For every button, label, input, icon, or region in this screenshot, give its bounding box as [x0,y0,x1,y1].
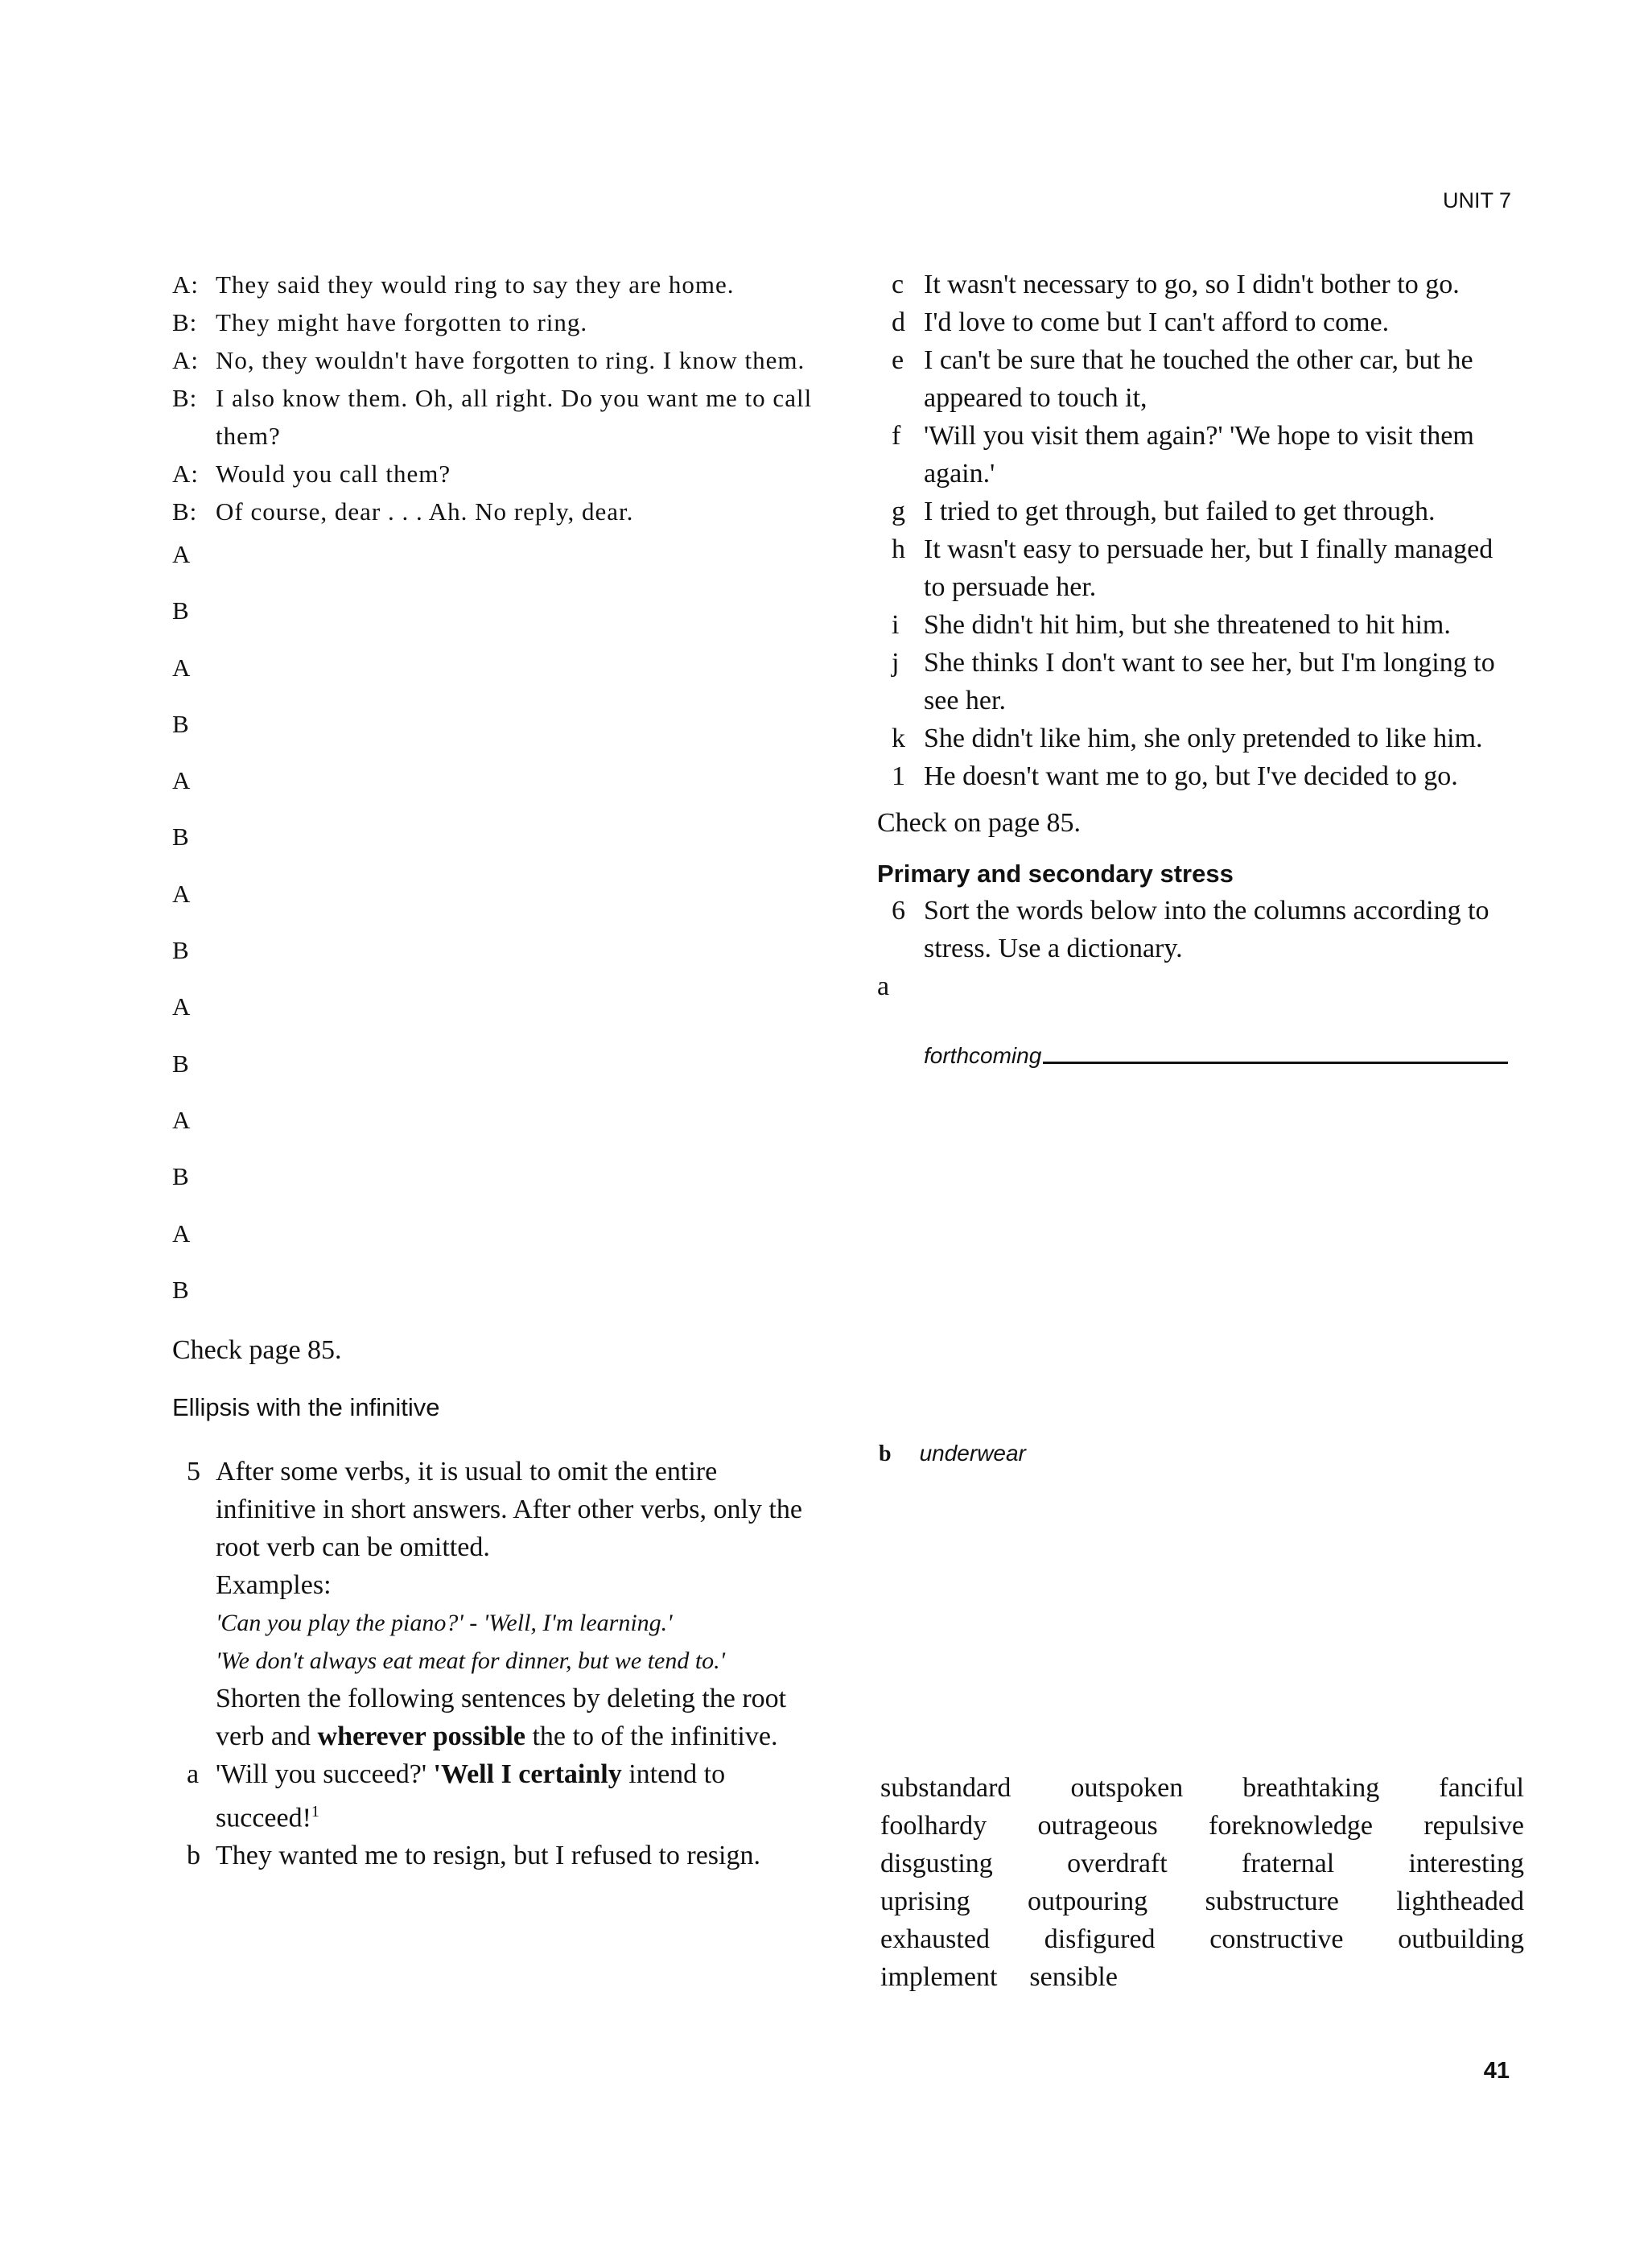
item-letter: g [892,497,905,526]
exercise-item [172,1755,816,1837]
answer-line-speaker: A [172,992,191,1021]
item-text: It wasn't easy to persuade her, but I finally managed to persuade her. [924,534,1494,602]
item-letter: d [892,307,905,337]
word: constructive [1209,1924,1344,1954]
column-b-letter: b [879,1441,892,1466]
word: exhausted [880,1924,990,1954]
word: foreknowledge [1209,1811,1373,1841]
speaker-label: B: [172,308,198,336]
item-text: 'Will you succeed?' [216,1759,434,1790]
footnote-marker: 1 [311,1803,319,1821]
word-row [880,1958,1524,1996]
word: sensible [1029,1962,1118,1992]
answer-line-speaker: B [172,936,189,965]
right-column [877,266,1521,1005]
word: fanciful [1439,1773,1524,1803]
dialogue-text: No, they wouldn't have forgotten to ring. I know them. [216,346,805,374]
check-note: Check page 85. [172,1335,342,1366]
answer-line-speaker: A [172,766,191,795]
word-row [880,1845,1524,1882]
word: outrageous [1037,1811,1158,1841]
speaker-label: A: [172,346,199,374]
example-sentence: 'Can you play the piano?' - 'Well, I'm learning.' [216,1610,673,1637]
exercise-item [877,720,1521,757]
word: outpouring [1027,1887,1148,1916]
item-text: They wanted me to resign, but I refused to resign. [216,1841,760,1871]
answer-line-speaker: B [172,1275,189,1304]
exercise-item [877,493,1521,530]
word: disgusting [880,1849,993,1878]
example-word: underwear [919,1441,1026,1466]
word: disfigured [1044,1924,1156,1954]
item-emphasis: 'Well I certainly [433,1759,622,1790]
item-letter: h [892,534,905,564]
answer-line-speaker: B [172,1162,189,1191]
item-text: intend to succeed! [216,1759,726,1833]
dialogue-line [172,455,816,493]
item-letter: j [892,648,900,678]
item-letter: k [892,724,905,753]
item-text: She didn't like him, she only pretended to like him. [924,724,1483,753]
instruction-text: the to of the infinitive. [525,1722,778,1752]
exercise-item [877,341,1521,417]
speaker-label: A: [172,460,199,488]
item-text: I tried to get through, but failed to get through. [924,497,1436,526]
check-note: Check on page 85. [877,808,1082,838]
answer-line-speaker: A [172,653,191,682]
unit-label: UNIT 7 [1442,188,1511,212]
item-text: 'Will you visit them again?' 'We hope to visit them again.' [924,421,1474,489]
item-letter: 1 [892,761,905,791]
item-text: I can't be sure that he touched the other car, but he appeared to touch it, [924,345,1473,413]
item-text: It wasn't necessary to go, so I didn't bother to go. [924,270,1460,299]
word: outbuilding [1398,1924,1524,1954]
exercise-item [877,644,1521,720]
dialogue-text: Would you call them? [216,460,451,488]
word: substandard [880,1773,1011,1803]
dialogue-line [172,266,816,303]
answer-line-speaker: B [172,1049,189,1078]
dialogue-text: Of course, dear . . . Ah. No reply, dear. [216,497,634,526]
exercise-6 [877,892,1521,967]
item-text: She didn't hit him, but she threatened to hit him. [924,610,1451,640]
exercise-intro: After some verbs, it is usual to omit the entire infinitive in short answers. After other verbs, only the root verb can be omitted. [216,1457,802,1563]
dialogue-line [172,341,816,379]
answer-lines [172,538,816,1330]
speaker-label: B: [172,384,198,412]
dialogue-line [172,379,816,455]
word: uprising [880,1887,970,1916]
word-row [880,1920,1524,1958]
dialogue-text: I also know them. Oh, all right. Do you want me to call them? [216,384,813,450]
write-line [1043,1062,1508,1064]
column-a-example [924,1043,1508,1069]
page-number: 41 [1483,2058,1510,2084]
dialogue [172,266,816,530]
answer-line-speaker: A [172,1219,191,1247]
left-column [172,266,816,1874]
word: breathtaking [1242,1773,1380,1803]
speaker-label: A: [172,270,199,299]
exercise-item [877,606,1521,644]
exercise-item [877,530,1521,606]
word: outspoken [1070,1773,1184,1803]
examples-label: Examples: [216,1570,332,1601]
example-word: forthcoming [924,1043,1042,1068]
word: overdraft [1067,1849,1168,1878]
word: repulsive [1423,1811,1524,1841]
section-heading-ellipsis: Ellipsis with the infinitive [172,1393,440,1422]
speaker-label: B: [172,497,198,526]
example-sentence: 'We don't always eat meat for dinner, but we tend to.' [216,1647,726,1675]
item-text: I'd love to come but I can't afford to come. [924,307,1390,337]
answer-line-speaker: A [172,879,191,908]
word: foolhardy [880,1811,987,1841]
word-row [880,1807,1524,1845]
word: fraternal [1242,1849,1335,1878]
column-b-example [879,1441,1026,1467]
word: lightheaded [1396,1887,1524,1916]
dialogue-line [172,493,816,530]
exercise-instruction: Sort the words below into the columns according to stress. Use a dictionary. [924,896,1489,963]
exercise-number: 6 [892,896,905,926]
exercise-item [877,266,1521,303]
answer-line-speaker: A [172,540,191,568]
item-text: She thinks I don't want to see her, but I'm longing to see her. [924,648,1495,715]
column-a-letter: a [877,971,890,1001]
item-letter: e [892,345,904,375]
item-letter: b [187,1841,200,1871]
item-letter: i [892,610,900,640]
word-row [880,1882,1524,1920]
dialogue-line [172,303,816,341]
exercise-5 [172,1453,816,1755]
exercise-instruction [216,1680,816,1755]
word: substructure [1205,1887,1339,1916]
exercise-number: 5 [187,1457,200,1487]
answer-line-speaker: A [172,1105,191,1134]
word: implement [880,1962,998,1992]
exercise-item [877,757,1521,795]
instruction-text: Shorten the following sentences by deleting the root verb and [216,1684,787,1752]
answer-line-speaker: B [172,823,189,852]
word: interesting [1408,1849,1524,1878]
exercise-item [877,417,1521,493]
instruction-emphasis: wherever possible [317,1722,525,1752]
word-row [880,1769,1524,1807]
section-heading-stress: Primary and secondary stress [877,860,1234,888]
item-letter: f [892,421,901,451]
dialogue-text: They might have forgotten to ring. [216,308,588,336]
word-list [880,1769,1524,1996]
answer-line-speaker: B [172,709,189,738]
exercise-item [877,303,1521,341]
dialogue-text: They said they would ring to say they are home. [216,270,735,299]
answer-line-speaker: B [172,596,189,625]
item-letter: c [892,270,904,299]
item-letter: a [187,1759,200,1790]
item-text: He doesn't want me to go, but I've decided to go. [924,761,1458,791]
exercise-item [172,1837,816,1874]
